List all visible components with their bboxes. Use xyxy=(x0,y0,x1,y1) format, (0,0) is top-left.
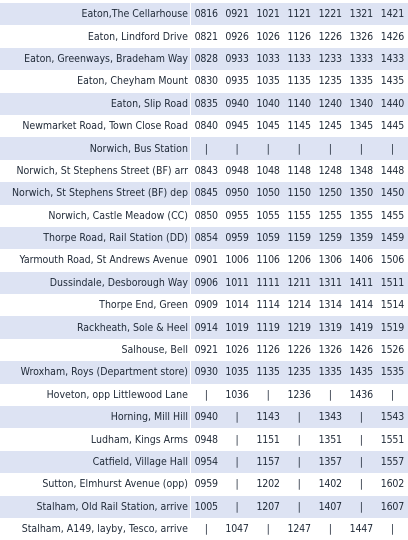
departure-time-cell: 1106 xyxy=(253,249,284,271)
departure-time-cell: 0850 xyxy=(190,205,221,227)
stop-name-cell xyxy=(0,294,190,316)
departure-time-cell: 1426 xyxy=(377,25,408,47)
departure-time-cell: 1414 xyxy=(346,294,377,316)
departure-time-cell: 1407 xyxy=(315,496,346,518)
departure-time-cell: 1135 xyxy=(284,70,315,92)
departure-time-cell: | xyxy=(222,137,253,159)
departure-time-cell: 1455 xyxy=(377,205,408,227)
departure-time-cell: 1255 xyxy=(315,205,346,227)
departure-time-cell: | xyxy=(190,384,221,406)
departure-time-cell: | xyxy=(377,137,408,159)
departure-time-cell: 1306 xyxy=(315,249,346,271)
departure-time-cell: 1221 xyxy=(315,3,346,25)
departure-time-cell: 1111 xyxy=(253,272,284,294)
departure-time-cell: 1526 xyxy=(377,339,408,361)
departure-time-cell: 1006 xyxy=(222,249,253,271)
departure-time-cell: | xyxy=(346,406,377,428)
departure-time-cell: 1345 xyxy=(346,115,377,137)
departure-time-cell: 0940 xyxy=(222,93,253,115)
departure-time-cell: 1259 xyxy=(315,227,346,249)
departure-time-cell: 0930 xyxy=(190,361,221,383)
stop-name-cell xyxy=(0,361,190,383)
departure-time-cell: 0821 xyxy=(190,25,221,47)
stop-name: Norwich, Castle Meadow (CC) xyxy=(48,209,188,222)
departure-time-cell: | xyxy=(377,384,408,406)
departure-time-cell: 1335 xyxy=(346,70,377,92)
departure-time-cell: | xyxy=(284,137,315,159)
departure-time-cell: 1359 xyxy=(346,227,377,249)
stop-name: Wroxham, Roys (Department store) xyxy=(20,366,188,379)
departure-time-cell: | xyxy=(253,137,284,159)
table-row xyxy=(0,182,408,204)
table-row xyxy=(0,272,408,294)
departure-time-cell: 1514 xyxy=(377,294,408,316)
departure-time-cell: 1551 xyxy=(377,428,408,450)
stop-name-cell xyxy=(0,339,190,361)
departure-time-cell: 1326 xyxy=(346,25,377,47)
stop-name-cell xyxy=(0,406,190,428)
departure-time-cell: | xyxy=(222,406,253,428)
departure-time-cell: 1145 xyxy=(284,115,315,137)
departure-time-cell: 0959 xyxy=(190,473,221,495)
departure-time-cell: 1419 xyxy=(346,316,377,338)
departure-time-cell: 1035 xyxy=(222,361,253,383)
departure-time-cell: | xyxy=(284,473,315,495)
departure-time-cell: 1226 xyxy=(284,339,315,361)
departure-time-cell: | xyxy=(222,496,253,518)
stop-name-cell xyxy=(0,249,190,271)
departure-time-cell: 1440 xyxy=(377,93,408,115)
departure-time-cell: 1506 xyxy=(377,249,408,271)
table-row xyxy=(0,227,408,249)
departure-time-cell: | xyxy=(315,384,346,406)
stop-name: Horning, Mill Hill xyxy=(110,411,188,424)
table-row xyxy=(0,3,408,25)
departure-time-cell: 0955 xyxy=(222,205,253,227)
departure-time-cell: 1133 xyxy=(284,48,315,70)
departure-time-cell: 1602 xyxy=(377,473,408,495)
stop-name-cell xyxy=(0,115,190,137)
departure-time-cell: 1557 xyxy=(377,451,408,473)
departure-time-cell: | xyxy=(346,496,377,518)
stop-name-cell xyxy=(0,182,190,204)
departure-time-cell: 1019 xyxy=(222,316,253,338)
table-row xyxy=(0,316,408,338)
departure-time-cell: 1119 xyxy=(253,316,284,338)
departure-time-cell: 1333 xyxy=(346,48,377,70)
departure-time-cell: 1348 xyxy=(346,160,377,182)
departure-time-cell: 1035 xyxy=(253,70,284,92)
table-row xyxy=(0,137,408,159)
departure-time-cell: 0843 xyxy=(190,160,221,182)
departure-time-cell: | xyxy=(253,518,284,540)
departure-time-cell: 1233 xyxy=(315,48,346,70)
stop-name: Ludham, Kings Arms xyxy=(90,433,188,446)
departure-time-cell: 1335 xyxy=(315,361,346,383)
departure-time-cell: 1235 xyxy=(315,70,346,92)
departure-time-cell: 1011 xyxy=(222,272,253,294)
departure-time-cell: 1607 xyxy=(377,496,408,518)
departure-time-cell: 1450 xyxy=(377,182,408,204)
departure-time-cell: 1114 xyxy=(253,294,284,316)
stop-name-cell xyxy=(0,496,190,518)
table-row xyxy=(0,160,408,182)
stop-name-cell xyxy=(0,384,190,406)
stop-name: Eaton, Greenways, Bradeham Way xyxy=(24,52,188,65)
departure-time-cell: 1311 xyxy=(315,272,346,294)
departure-time-cell: | xyxy=(284,406,315,428)
departure-time-cell: 0921 xyxy=(222,3,253,25)
departure-time-cell: | xyxy=(346,428,377,450)
departure-time-cell: 0933 xyxy=(222,48,253,70)
departure-time-cell: 1319 xyxy=(315,316,346,338)
departure-time-cell: | xyxy=(377,518,408,540)
departure-time-cell: 1447 xyxy=(346,518,377,540)
departure-time-cell: 1211 xyxy=(284,272,315,294)
table-row xyxy=(0,115,408,137)
departure-time-cell: 1135 xyxy=(253,361,284,383)
departure-time-cell: 1350 xyxy=(346,182,377,204)
departure-time-cell: 0954 xyxy=(190,451,221,473)
departure-time-cell: 1245 xyxy=(315,115,346,137)
departure-time-cell: 0940 xyxy=(190,406,221,428)
departure-time-cell: 1021 xyxy=(253,3,284,25)
stop-name-cell xyxy=(0,3,190,25)
table-row xyxy=(0,70,408,92)
stop-name-cell xyxy=(0,316,190,338)
departure-time-cell: 0921 xyxy=(190,339,221,361)
departure-time-cell: 1340 xyxy=(346,93,377,115)
departure-time-cell: 1511 xyxy=(377,272,408,294)
departure-time-cell: 1126 xyxy=(284,25,315,47)
departure-time-cell: | xyxy=(284,428,315,450)
departure-time-cell: 1326 xyxy=(315,339,346,361)
departure-time-cell: | xyxy=(190,518,221,540)
departure-time-cell: | xyxy=(346,137,377,159)
departure-time-cell: 1248 xyxy=(315,160,346,182)
stop-name: Sutton, Elmhurst Avenue (opp) xyxy=(42,478,188,491)
table-row xyxy=(0,496,408,518)
departure-time-cell: 1143 xyxy=(253,406,284,428)
stop-name-cell xyxy=(0,451,190,473)
stop-name-cell xyxy=(0,428,190,450)
stop-name-cell xyxy=(0,25,190,47)
table-row xyxy=(0,384,408,406)
departure-time-cell: 1050 xyxy=(253,182,284,204)
departure-time-cell: 1535 xyxy=(377,361,408,383)
table-row xyxy=(0,48,408,70)
table-row xyxy=(0,25,408,47)
table-row xyxy=(0,361,408,383)
table-row xyxy=(0,473,408,495)
departure-time-cell: 1343 xyxy=(315,406,346,428)
departure-time-cell: 1435 xyxy=(377,70,408,92)
departure-time-cell: 1150 xyxy=(284,182,315,204)
stop-name: Salhouse, Bell xyxy=(121,344,188,357)
departure-time-cell: 1351 xyxy=(315,428,346,450)
table-row xyxy=(0,339,408,361)
stop-name-cell xyxy=(0,272,190,294)
stop-name-cell xyxy=(0,227,190,249)
departure-time-cell: 1235 xyxy=(284,361,315,383)
stop-name: Stalham, A149, layby, Tesco, arrive xyxy=(21,523,188,536)
departure-time-cell: 1005 xyxy=(190,496,221,518)
departure-time-cell: 1406 xyxy=(346,249,377,271)
departure-time-cell: | xyxy=(190,137,221,159)
stop-name: Norwich, St Stephens Street (BF) dep xyxy=(11,187,188,200)
departure-time-cell: 1151 xyxy=(253,428,284,450)
departure-time-cell: 0945 xyxy=(222,115,253,137)
departure-time-cell: 1240 xyxy=(315,93,346,115)
departure-time-cell: 1059 xyxy=(253,227,284,249)
departure-time-cell: 0816 xyxy=(190,3,221,25)
departure-time-cell: 1357 xyxy=(315,451,346,473)
departure-time-cell: 1519 xyxy=(377,316,408,338)
stop-name: Norwich, St Stephens Street (BF) arr xyxy=(16,164,188,177)
table-row xyxy=(0,249,408,271)
departure-time-cell: 1445 xyxy=(377,115,408,137)
departure-time-cell: 1040 xyxy=(253,93,284,115)
departure-time-cell: 0840 xyxy=(190,115,221,137)
stop-name: Newmarket Road, Town Close Road xyxy=(22,120,188,133)
departure-time-cell: 1207 xyxy=(253,496,284,518)
stop-name-cell xyxy=(0,48,190,70)
departure-time-cell: 1247 xyxy=(284,518,315,540)
departure-time-cell: 1314 xyxy=(315,294,346,316)
departure-time-cell: 1014 xyxy=(222,294,253,316)
departure-time-cell: 1033 xyxy=(253,48,284,70)
stop-name-cell xyxy=(0,205,190,227)
table-row xyxy=(0,294,408,316)
bus-timetable xyxy=(0,3,408,540)
departure-time-cell: 0935 xyxy=(222,70,253,92)
departure-time-cell: | xyxy=(346,473,377,495)
stop-name-cell xyxy=(0,160,190,182)
departure-time-cell: 1402 xyxy=(315,473,346,495)
departure-time-cell: 1121 xyxy=(284,3,315,25)
table-row xyxy=(0,205,408,227)
departure-time-cell: 1436 xyxy=(346,384,377,406)
departure-time-cell: 0950 xyxy=(222,182,253,204)
departure-time-cell: 0854 xyxy=(190,227,221,249)
departure-time-cell: 1159 xyxy=(284,227,315,249)
stop-name-cell xyxy=(0,473,190,495)
table-row xyxy=(0,428,408,450)
departure-time-cell: 1206 xyxy=(284,249,315,271)
stop-name: Stalham, Old Rail Station, arrive xyxy=(36,500,188,513)
departure-time-cell: 1459 xyxy=(377,227,408,249)
departure-time-cell: 0959 xyxy=(222,227,253,249)
departure-time-cell: 1411 xyxy=(346,272,377,294)
departure-time-cell: | xyxy=(346,451,377,473)
departure-time-cell: | xyxy=(222,451,253,473)
departure-time-cell: 1435 xyxy=(346,361,377,383)
timetable-body xyxy=(0,3,408,540)
departure-time-cell: | xyxy=(253,384,284,406)
departure-time-cell: 1140 xyxy=(284,93,315,115)
stop-name: Dussindale, Desborough Way xyxy=(49,276,188,289)
stop-name: Eaton,The Cellarhouse xyxy=(81,8,188,21)
stop-name: Eaton, Slip Road xyxy=(110,97,188,110)
stop-name: Eaton, Cheyham Mount xyxy=(77,75,188,88)
stop-name: Norwich, Bus Station xyxy=(89,142,188,155)
departure-time-cell: 1214 xyxy=(284,294,315,316)
departure-time-cell: 0926 xyxy=(222,25,253,47)
departure-time-cell: 0909 xyxy=(190,294,221,316)
departure-time-cell: 1155 xyxy=(284,205,315,227)
departure-time-cell: 0835 xyxy=(190,93,221,115)
departure-time-cell: 1355 xyxy=(346,205,377,227)
departure-time-cell: 0948 xyxy=(190,428,221,450)
departure-time-cell: 1433 xyxy=(377,48,408,70)
table-row xyxy=(0,406,408,428)
departure-time-cell: 1202 xyxy=(253,473,284,495)
stop-name: Thorpe End, Green xyxy=(99,299,188,312)
departure-time-cell: 1036 xyxy=(222,384,253,406)
stop-name: Catfield, Village Hall xyxy=(92,456,188,468)
departure-time-cell: | xyxy=(315,518,346,540)
table-row xyxy=(0,518,408,540)
departure-time-cell: 1321 xyxy=(346,3,377,25)
departure-time-cell: 0914 xyxy=(190,316,221,338)
departure-time-cell: 1055 xyxy=(253,205,284,227)
table-row xyxy=(0,451,408,473)
departure-time-cell: 1236 xyxy=(284,384,315,406)
stop-name: Thorpe Road, Rail Station (DD) xyxy=(43,232,188,245)
departure-time-cell: 1148 xyxy=(284,160,315,182)
departure-time-cell: 0828 xyxy=(190,48,221,70)
stop-name: Rackheath, Sole & Heel xyxy=(76,321,188,334)
stop-name: Eaton, Lindford Drive xyxy=(87,30,188,43)
departure-time-cell: 1026 xyxy=(222,339,253,361)
table-row xyxy=(0,93,408,115)
stop-name-cell xyxy=(0,70,190,92)
departure-time-cell: 1126 xyxy=(253,339,284,361)
departure-time-cell: | xyxy=(222,473,253,495)
departure-time-cell: 0901 xyxy=(190,249,221,271)
stop-name: Yarmouth Road, St Andrews Avenue xyxy=(19,254,188,267)
departure-time-cell: 1047 xyxy=(222,518,253,540)
departure-time-cell: 1026 xyxy=(253,25,284,47)
departure-time-cell: 0830 xyxy=(190,70,221,92)
departure-time-cell: 0948 xyxy=(222,160,253,182)
departure-time-cell: 1045 xyxy=(253,115,284,137)
departure-time-cell: 1157 xyxy=(253,451,284,473)
stop-name-cell xyxy=(0,93,190,115)
departure-time-cell: 1226 xyxy=(315,25,346,47)
departure-time-cell: 1048 xyxy=(253,160,284,182)
departure-time-cell: 0845 xyxy=(190,182,221,204)
departure-time-cell: 0906 xyxy=(190,272,221,294)
stop-name-cell xyxy=(0,137,190,159)
departure-time-cell: | xyxy=(284,451,315,473)
departure-time-cell: 1219 xyxy=(284,316,315,338)
departure-time-cell: | xyxy=(315,137,346,159)
departure-time-cell: 1250 xyxy=(315,182,346,204)
departure-time-cell: 1426 xyxy=(346,339,377,361)
stop-name: Hoveton, opp Littlewood Lane xyxy=(46,388,188,401)
departure-time-cell: | xyxy=(284,496,315,518)
departure-time-cell: 1543 xyxy=(377,406,408,428)
stop-name-cell xyxy=(0,518,190,540)
departure-time-cell: | xyxy=(222,428,253,450)
departure-time-cell: 1421 xyxy=(377,3,408,25)
departure-time-cell: 1448 xyxy=(377,160,408,182)
